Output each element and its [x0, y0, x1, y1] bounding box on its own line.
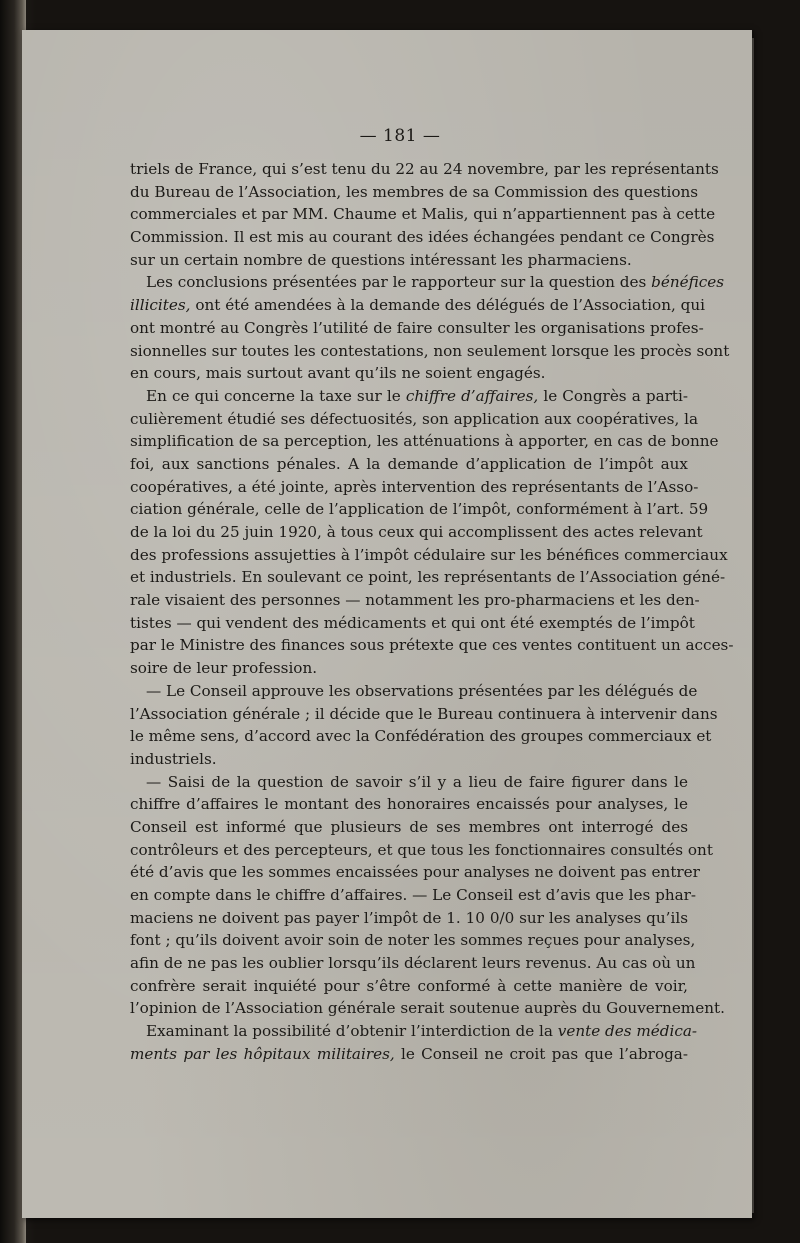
text-segment: en compte dans le chiffre d’affaires. — Le Conseil est d’avis que les phar-: [130, 886, 697, 904]
text-segment: Conseil est informé que plusieurs de ses membres ont interrogé des: [130, 817, 688, 836]
page-number: — 181 —: [359, 126, 441, 146]
text-segment: ciation générale, celle de l’application de l’impôt, conformément à l’art. 59: [130, 500, 709, 519]
italic-phrase: bénéfices: [651, 273, 725, 292]
text-line: [130, 612, 695, 635]
text-line: [130, 589, 700, 612]
text-line: [130, 680, 698, 703]
text-line: [130, 703, 718, 726]
body-text: [130, 158, 734, 1066]
text-line: [130, 340, 730, 363]
text-segment: été d’avis que les sommes encaissées pour analyses ne doivent pas entrer: [130, 863, 700, 882]
italic-phrase: illicites,: [130, 296, 191, 315]
text-line: [130, 634, 734, 657]
text-segment: le même sens, d’accord avec la Confédération des groupes commerciaux et: [130, 727, 712, 746]
text-line: [130, 929, 696, 952]
text-line: [130, 1043, 688, 1066]
text-segment: maciens ne doivent pas payer l’impôt de 1. 10 0/0 sur les analyses qu’ils: [130, 908, 688, 927]
text-segment: commerciales et par MM. Chaume et Malis, qui n’appartiennent pas à cette: [130, 205, 716, 224]
text-segment: ont été amendées à la demande des délégués de l’Association, qui: [190, 296, 705, 315]
text-line: [130, 907, 688, 930]
text-segment: Commission. Il est mis au courant des idées échangées pendant ce Congrès: [130, 228, 715, 247]
text-segment: tistes — qui vendent des médicaments et qui ont été exemptés de l’impôt: [130, 613, 695, 632]
text-segment: coopératives, a été jointe, après intervention des représentants de l’Asso-: [130, 477, 699, 496]
text-segment: et industriels. En soulevant ce point, les représentants de l’Association géné-: [130, 568, 726, 587]
text-segment: Les conclusions présentées par le rapporteur sur la question des: [146, 273, 652, 292]
text-segment: foi, aux sanctions pénales. A la demande d’application de l’impôt aux: [130, 454, 688, 473]
text-line: [130, 839, 713, 862]
text-segment: des professions assujetties à l’impôt cédulaire sur les bénéfices commerciaux: [130, 545, 728, 564]
text-segment: contrôleurs et des percepteurs, et que tous les fonctionnaires consultés ont: [130, 840, 713, 859]
text-line: [130, 748, 688, 771]
text-segment: rale visaient des personnes — notamment les pro-pharmaciens et les den-: [130, 591, 700, 610]
text-segment: font ; qu’ils doivent avoir soin de noter les sommes reçues pour analyses,: [130, 931, 696, 950]
text-segment: afin de ne pas les oublier lorsqu’ils déclarent leurs revenus. Au cas où un: [130, 954, 696, 973]
text-line: [130, 566, 726, 589]
text-segment: de la loi du 25 juin 1920, à tous ceux qui accomplissent des actes relevant: [130, 523, 703, 541]
text-segment: l’Association générale ; il décide que le Bureau continuera à intervenir dans: [130, 704, 718, 723]
italic-phrase: chiffre d’affaires,: [405, 386, 539, 405]
text-segment: culièrement étudié ses défectuosités, son application aux coopératives, la: [130, 409, 699, 428]
text-line: [130, 657, 688, 680]
text-segment: simplification de sa perception, les atténuations à apporter, en cas de bonne: [130, 432, 719, 451]
text-line: [130, 294, 705, 317]
text-segment: triels de France, qui s’est tenu du 22 au 24 novembre, par les représentants: [130, 160, 719, 178]
text-segment: ont montré au Congrès l’utilité de faire consulter les organisations profes-: [130, 318, 704, 337]
text-segment: le Congrès a parti-: [538, 386, 688, 405]
text-line: [130, 430, 719, 453]
text-line: [130, 181, 699, 204]
text-line: [130, 793, 688, 816]
text-segment: par le Ministre des finances sous prétexte que ces ventes contituent un acces-: [130, 636, 734, 655]
text-line: [130, 975, 688, 998]
text-line: [130, 385, 688, 408]
text-line: [130, 544, 728, 567]
italic-phrase: ments par les hôpitaux militaires,: [130, 1044, 395, 1063]
text-line: [130, 317, 704, 340]
text-line: [130, 249, 688, 272]
text-line: [130, 158, 719, 181]
text-segment: chiffre d’affaires le montant des honoraires encaissés pour analyses, le: [130, 795, 688, 814]
text-segment: l’opinion de l’Association générale serait soutenue auprès du Gouvernement.: [130, 999, 725, 1018]
text-line: [130, 816, 688, 839]
text-line: [130, 725, 712, 748]
text-segment: confrère serait inquiété pour s’être conformé à cette manière de voir,: [130, 976, 688, 995]
text-line: [130, 408, 699, 431]
text-line: [130, 952, 696, 975]
text-segment: industriels.: [130, 749, 217, 768]
text-segment: — Saisi de la question de savoir s’il y a lieu de faire figurer dans le: [146, 772, 688, 791]
text-line: [130, 884, 697, 907]
text-segment: en cours, mais surtout avant qu’ils ne soient engagés.: [130, 364, 546, 383]
text-segment: du Bureau de l’Association, les membres de sa Commission des questions: [130, 182, 699, 201]
text-segment: soire de leur profession.: [130, 659, 318, 678]
text-line: [130, 362, 688, 385]
text-segment: sur un certain nombre de questions intéressant les pharmaciens.: [130, 250, 632, 269]
text-segment: sionnelles sur toutes les contestations, non seulement lorsque les procès sont: [130, 341, 730, 360]
text-line: [130, 771, 688, 794]
text-segment: Examinant la possibilité d’obtenir l’interdiction de la: [146, 1022, 558, 1041]
italic-phrase: vente des médica-: [557, 1022, 698, 1041]
text-line: [130, 498, 709, 521]
text-line: [130, 271, 725, 294]
text-line: [130, 861, 700, 884]
text-line: [130, 203, 716, 226]
text-segment: En ce qui concerne la taxe sur le: [146, 386, 406, 405]
text-segment: — Le Conseil approuve les observations présentées par les délégués de: [146, 681, 698, 700]
text-line: [130, 521, 703, 544]
text-line: [130, 1020, 698, 1043]
text-line: [130, 997, 725, 1020]
text-line: [130, 453, 688, 476]
text-segment: le Conseil ne croit pas que l’abroga-: [394, 1044, 688, 1063]
text-line: [130, 226, 715, 249]
text-line: [130, 476, 699, 499]
